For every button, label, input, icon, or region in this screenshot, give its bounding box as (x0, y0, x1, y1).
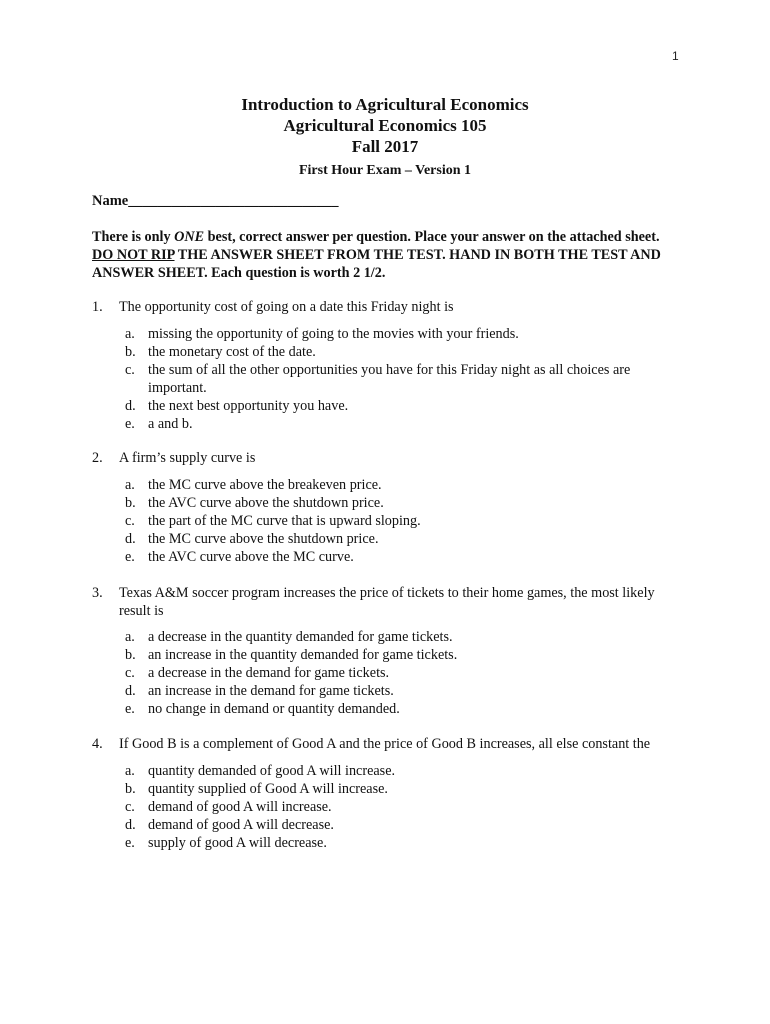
name-field[interactable] (92, 193, 339, 210)
option-text: the AVC curve above the MC curve. (148, 548, 354, 565)
option-b[interactable] (92, 646, 682, 664)
option-text: a decrease in the quantity demanded for game tickets. (148, 629, 453, 645)
option-letter: a. (125, 629, 135, 645)
question-number: 3. (92, 585, 103, 601)
option-d[interactable] (92, 530, 682, 548)
option-c[interactable] (92, 512, 682, 530)
option-c[interactable] (92, 798, 682, 816)
option-c[interactable] (92, 664, 682, 682)
option-letter: c. (125, 798, 135, 815)
option-text: demand of good A will increase. (148, 798, 332, 815)
question-text: The opportunity cost of going on a date this Friday night is (119, 299, 454, 315)
name-label: Name (92, 193, 129, 209)
option-letter: c. (125, 512, 135, 529)
option-letter: a. (125, 325, 135, 342)
question-number: 1. (92, 299, 103, 315)
option-letter: b. (125, 647, 136, 663)
option-text: missing the opportunity of going to the movies with your friends. (148, 325, 519, 342)
question-text: A firm’s supply curve is (119, 450, 256, 466)
option-b[interactable] (92, 343, 682, 361)
option-text: the MC curve above the shutdown price. (148, 530, 379, 547)
option-letter: a. (125, 762, 135, 779)
option-a[interactable] (92, 762, 682, 780)
instructions-emphasis-one: ONE (174, 229, 205, 245)
page-number: 1 (672, 49, 679, 63)
option-text: no change in demand or quantity demanded. (148, 701, 400, 717)
option-text: the AVC curve above the shutdown price. (148, 494, 384, 511)
question-4 (92, 736, 682, 852)
option-text: an increase in the quantity demanded for game tickets. (148, 647, 458, 663)
option-e[interactable] (92, 700, 682, 718)
question-2 (92, 450, 682, 566)
option-e[interactable] (92, 415, 682, 433)
option-c[interactable] (92, 361, 682, 397)
instructions (92, 228, 682, 282)
option-letter: a. (125, 476, 135, 493)
option-letter: b. (125, 780, 136, 797)
option-b[interactable] (92, 780, 682, 798)
instructions-text-2: best, correct answer per question. Place your answer on the attached sheet. (204, 229, 660, 245)
question-3 (92, 585, 682, 718)
option-text: the sum of all the other opportunities you have for this Friday night as all choices are important. (148, 361, 631, 396)
option-text: quantity demanded of good A will increase. (148, 762, 396, 779)
instructions-text-3: THE ANSWER SHEET FROM THE TEST. HAND IN BOTH THE TEST AND ANSWER SHEET. Each question is worth 2 1/2. (92, 247, 661, 281)
option-letter: b. (125, 343, 136, 360)
option-letter: d. (125, 683, 136, 699)
question-number: 2. (92, 450, 103, 466)
option-d[interactable] (92, 816, 682, 834)
option-list (92, 762, 682, 852)
question-text: Texas A&M soccer program increases the price of tickets to their home games, the most likely result is (119, 585, 655, 619)
question-text: If Good B is a complement of Good A and the price of Good B increases, all else constant the (119, 736, 651, 752)
option-letter: d. (125, 530, 136, 547)
option-text: a decrease in the demand for game tickets. (148, 665, 390, 681)
option-letter: e. (125, 415, 135, 432)
option-d[interactable] (92, 682, 682, 700)
instructions-do-not-rip: DO NOT RIP (92, 247, 175, 263)
option-e[interactable] (92, 834, 682, 852)
option-letter: d. (125, 397, 136, 414)
question-1 (92, 299, 682, 433)
option-text: a and b. (148, 415, 193, 432)
option-b[interactable] (92, 494, 682, 512)
option-d[interactable] (92, 397, 682, 415)
option-letter: d. (125, 816, 136, 833)
option-letter: c. (125, 361, 135, 378)
title-line-2: Agricultural Economics 105 (283, 116, 487, 135)
option-text: the next best opportunity you have. (148, 397, 349, 414)
option-letter: e. (125, 834, 135, 851)
question-number: 4. (92, 736, 103, 752)
option-text: the MC curve above the breakeven price. (148, 476, 382, 493)
option-text: demand of good A will decrease. (148, 816, 334, 833)
option-list (92, 476, 682, 566)
exam-title-block (0, 94, 770, 180)
option-text: the part of the MC curve that is upward sloping. (148, 512, 421, 529)
option-a[interactable] (92, 476, 682, 494)
option-letter: e. (125, 701, 135, 717)
option-text: an increase in the demand for game tickets. (148, 683, 394, 699)
option-text: supply of good A will decrease. (148, 834, 327, 851)
title-line-3: Fall 2017 (351, 137, 419, 156)
option-text: quantity supplied of Good A will increase. (148, 780, 388, 797)
option-a[interactable] (92, 325, 682, 343)
option-e[interactable] (92, 548, 682, 566)
instructions-text-1: There is only (92, 229, 175, 245)
option-list (92, 628, 682, 718)
title-line-1: Introduction to Agricultural Economics (241, 95, 529, 114)
option-a[interactable] (92, 628, 682, 646)
option-list (92, 325, 682, 433)
option-text: the monetary cost of the date. (148, 343, 316, 360)
exam-subtitle: First Hour Exam – Version 1 (298, 163, 472, 178)
option-letter: c. (125, 665, 135, 681)
name-blank[interactable]: _____________________________ (128, 193, 339, 209)
option-letter: e. (125, 548, 135, 565)
option-letter: b. (125, 494, 136, 511)
